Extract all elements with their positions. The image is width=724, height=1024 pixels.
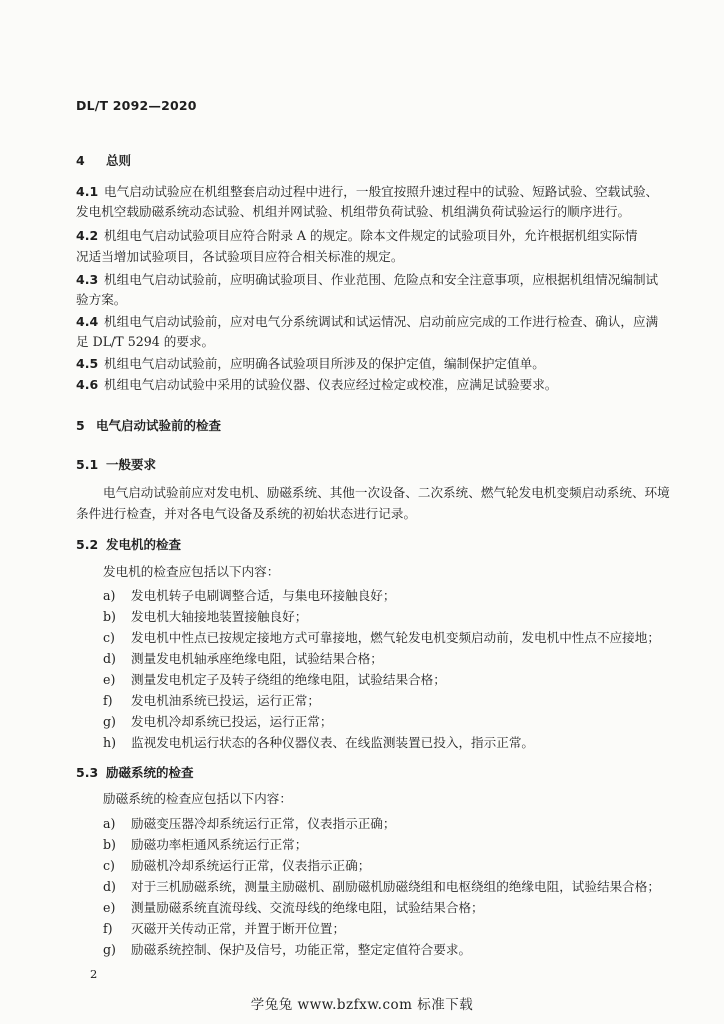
item-label: c) xyxy=(103,630,115,645)
section-title: 励磁系统的检查 xyxy=(106,765,194,780)
item-text: 发电机油系统已投运，运行正常； xyxy=(131,693,320,708)
item-text: 监视发电机运行状态的各种仪器仪表、在线监测装置已投入，指示正常。 xyxy=(131,735,534,750)
clause-number: 4.4 xyxy=(76,314,99,329)
section-number: 5 xyxy=(76,418,85,433)
item-label: b) xyxy=(103,837,116,852)
clause-number: 4.5 xyxy=(76,356,99,371)
item-text: 对于三机励磁系统，测量主励磁机、副励磁机励磁绕组和电枢绕组的绝缘电阻，试验结果合格； xyxy=(131,879,660,894)
item-label: d) xyxy=(103,879,116,894)
item-text: 励磁变压器冷却系统运行正常，仪表指示正确； xyxy=(131,816,396,831)
item-label: h) xyxy=(103,735,117,750)
list-item xyxy=(103,834,307,853)
clause-text: 机组电气启动试验项目应符合附录 A 的规定。除本文件规定的试验项目外，允许根据机组实际情 xyxy=(104,228,638,243)
section-number: 5.2 xyxy=(76,537,99,552)
section-5-3-intro: 励磁系统的检查应包括以下内容： xyxy=(103,791,292,806)
item-label: b) xyxy=(103,609,116,624)
section-title: 发电机的检查 xyxy=(106,537,182,552)
clause-4-3-line-1 xyxy=(76,270,658,290)
clause-4-3-line-2: 验方案。 xyxy=(76,292,127,307)
clause-4-1-line-2: 发电机空载励磁系统动态试验、机组并网试验、机组带负荷试验、机组满负荷试验运行的顺序进行。 xyxy=(76,204,631,219)
item-text: 发电机冷却系统已投运，运行正常； xyxy=(131,714,333,729)
clause-text: 机组电气启动试验前，应对电气分系统调试和试运情况、启动前应完成的工作进行检查、确认，应满 xyxy=(104,314,659,329)
clause-4-1-line-1 xyxy=(76,182,658,202)
section-title: 电气启动试验前的检查 xyxy=(96,418,222,433)
item-text: 测量励磁系统直流母线、交流母线的绝缘电阻，试验结果合格； xyxy=(131,900,484,915)
section-number: 4 xyxy=(76,153,85,168)
item-label: c) xyxy=(103,858,115,873)
item-label: a) xyxy=(103,588,116,603)
section-4-heading xyxy=(76,151,131,169)
item-label: d) xyxy=(103,651,116,666)
section-5-1-heading xyxy=(76,455,156,473)
item-label: g) xyxy=(103,942,116,957)
item-text: 测量发电机轴承座绝缘电阻，试验结果合格； xyxy=(131,651,383,666)
list-item xyxy=(103,627,660,646)
list-item xyxy=(103,606,307,625)
section-5-3-heading xyxy=(76,763,194,781)
section-5-2-intro: 发电机的检查应包括以下内容： xyxy=(103,564,280,579)
item-label: e) xyxy=(103,900,116,915)
page-number: 2 xyxy=(90,967,98,981)
list-item xyxy=(103,813,395,832)
item-text: 发电机中性点已按规定接地方式可靠接地，燃气轮发电机变频启动前，发电机中性点不应接地； xyxy=(131,630,660,645)
item-label: e) xyxy=(103,672,116,687)
document-header: DL/T 2092—2020 xyxy=(76,98,197,113)
clause-4-6 xyxy=(76,375,557,395)
section-5-1-body-line-2: 条件进行检查，并对各电气设备及系统的初始状态进行记录。 xyxy=(76,506,417,521)
watermark-footer: 学兔兔 www.bzfxw.com 标准下载 xyxy=(250,997,474,1013)
list-item xyxy=(103,690,320,709)
section-5-2-heading xyxy=(76,535,181,553)
list-item xyxy=(103,669,446,688)
item-text: 发电机转子电刷调整合适，与集电环接触良好； xyxy=(131,588,396,603)
clause-text: 电气启动试验应在机组整套启动过程中进行，一般宜按照升速过程中的试验、短路试验、空载试验、 xyxy=(104,184,659,199)
clause-number: 4.1 xyxy=(76,184,99,199)
clause-number: 4.6 xyxy=(76,377,99,392)
section-title: 一般要求 xyxy=(106,457,157,472)
clause-4-5 xyxy=(76,354,545,374)
list-item xyxy=(103,648,383,667)
clause-text: 机组电气启动试验前，应明确试验项目、作业范围、危险点和安全注意事项，应根据机组情况编制试 xyxy=(104,272,659,287)
list-item xyxy=(103,897,484,916)
item-label: a) xyxy=(103,816,116,831)
clause-text: 机组电气启动试验中采用的试验仪器、仪表应经过检定或校准，应满足试验要求。 xyxy=(104,377,558,392)
list-item xyxy=(103,711,333,730)
item-text: 测量发电机定子及转子绕组的绝缘电阻，试验结果合格； xyxy=(131,672,446,687)
section-number: 5.3 xyxy=(76,765,99,780)
item-text: 励磁机冷却系统运行正常，仪表指示正确； xyxy=(131,858,371,873)
item-text: 发电机大轴接地装置接触良好； xyxy=(131,609,308,624)
item-label: f) xyxy=(103,921,113,936)
list-item xyxy=(103,918,345,937)
clause-4-4-line-2: 足 DL/T 5294 的要求。 xyxy=(76,334,215,349)
clause-4-2-line-1 xyxy=(76,226,637,246)
list-item xyxy=(103,939,471,958)
section-5-1-body-line-1: 电气启动试验前应对发电机、励磁系统、其他一次设备、二次系统、燃气轮发电机变频启动系统、环境 xyxy=(103,485,670,500)
section-title: 总则 xyxy=(106,153,132,168)
item-label: f) xyxy=(103,693,113,708)
list-item xyxy=(103,585,395,604)
item-label: g) xyxy=(103,714,116,729)
clause-number: 4.3 xyxy=(76,272,99,287)
item-text: 励磁系统控制、保护及信号，功能正常，整定定值符合要求。 xyxy=(131,942,472,957)
clause-text: 机组电气启动试验前，应明确各试验项目所涉及的保护定值，编制保护定值单。 xyxy=(104,356,545,371)
list-item xyxy=(103,876,660,895)
clause-4-2-line-2: 况适当增加试验项目，各试验项目应符合相关标准的规定。 xyxy=(76,249,404,264)
list-item xyxy=(103,855,370,874)
clause-number: 4.2 xyxy=(76,228,99,243)
section-number: 5.1 xyxy=(76,457,99,472)
list-item xyxy=(103,732,534,751)
item-text: 灭磁开关传动正常，并置于断开位置； xyxy=(131,921,346,936)
item-text: 励磁功率柜通风系统运行正常； xyxy=(131,837,308,852)
clause-4-4-line-1 xyxy=(76,312,658,332)
section-5-heading xyxy=(76,416,221,434)
